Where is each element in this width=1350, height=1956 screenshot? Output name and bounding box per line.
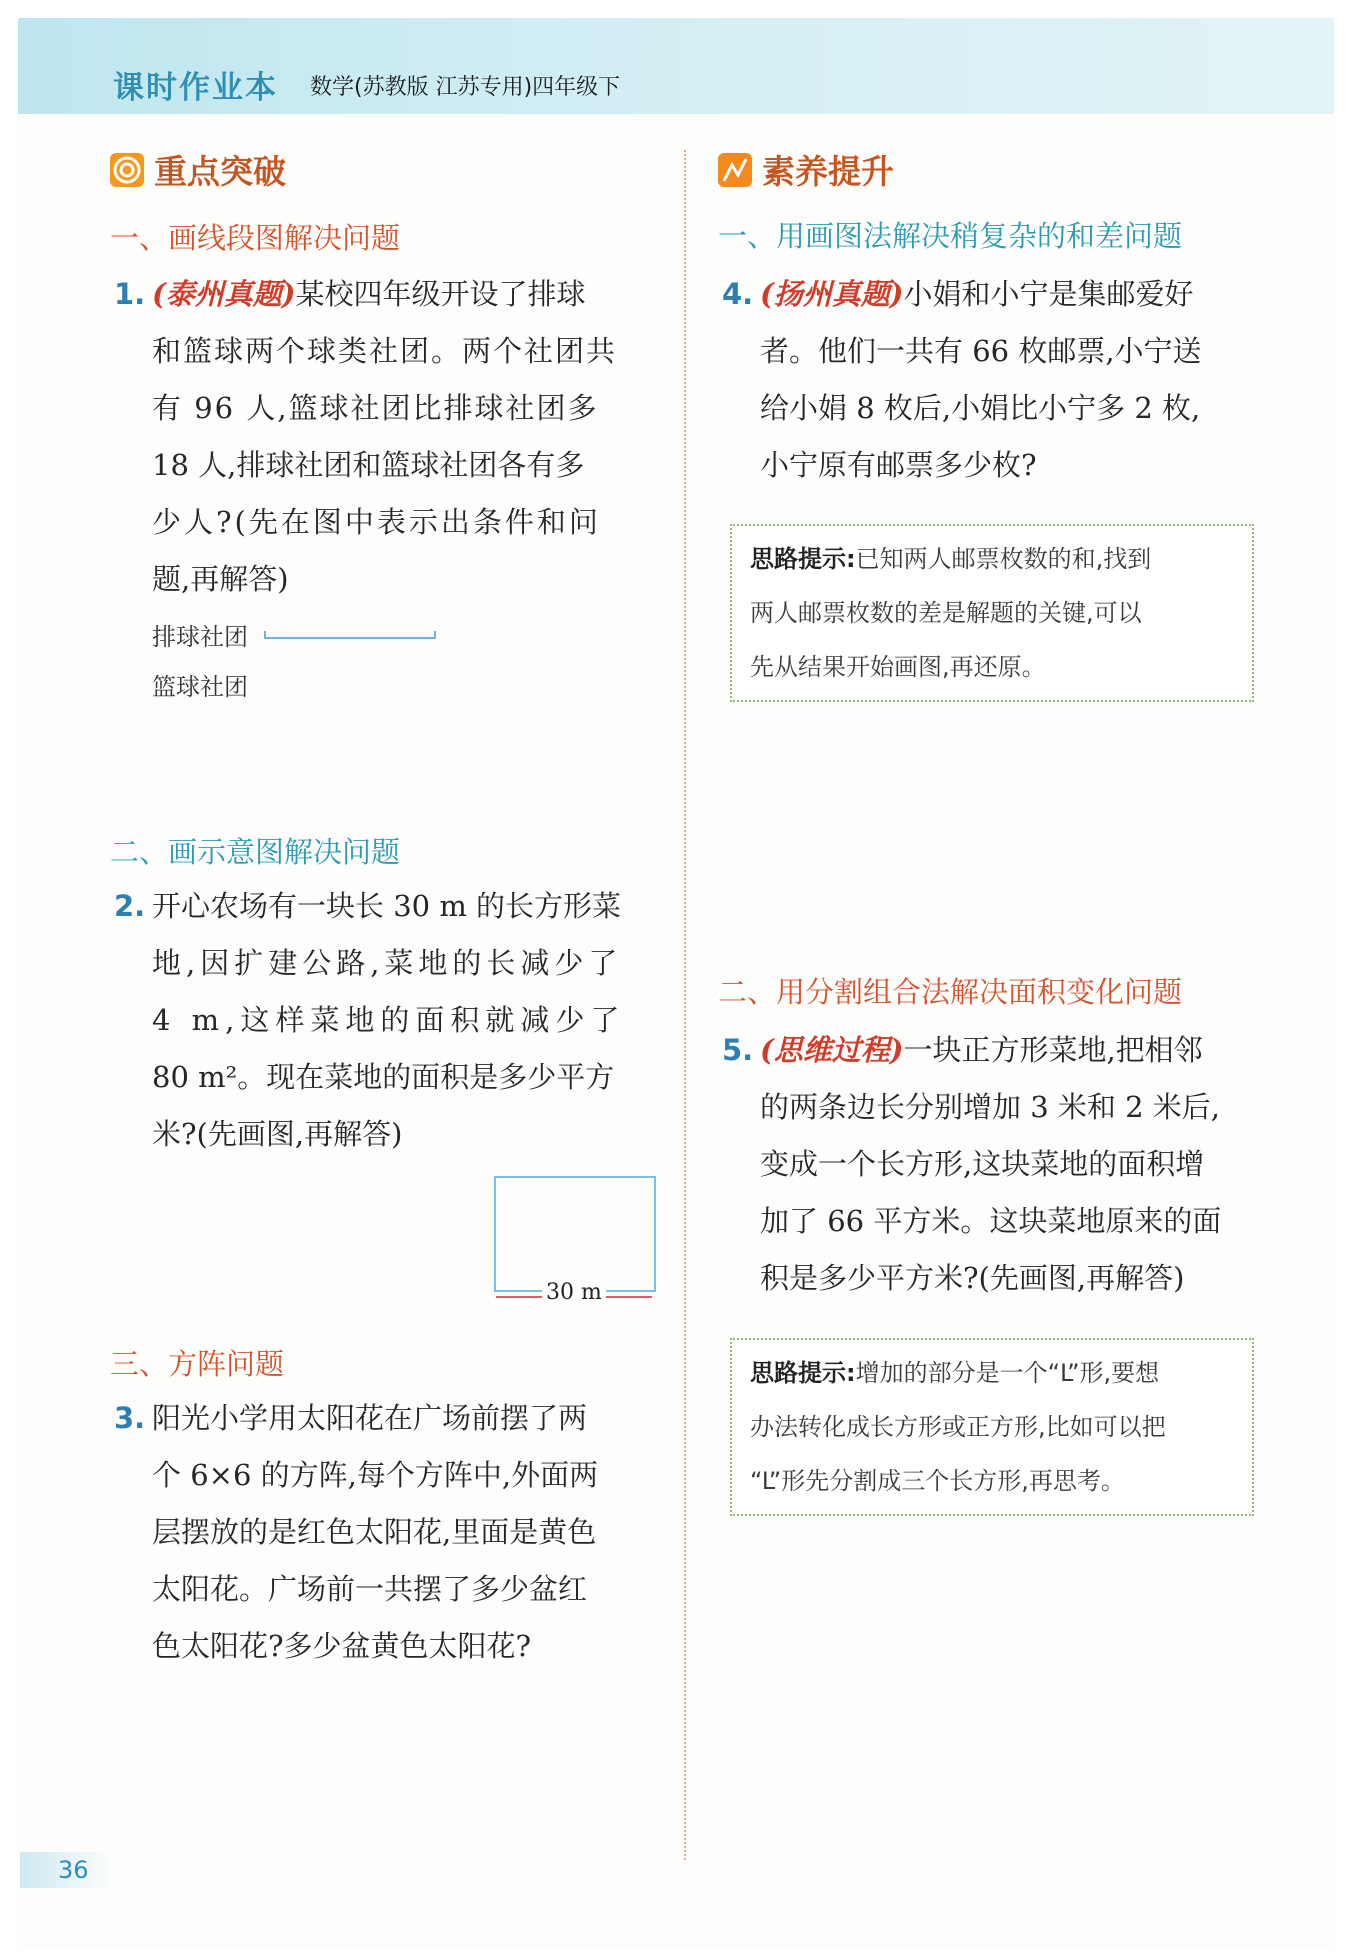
question-line: 变成一个长方形,这块菜地的面积增: [760, 1147, 1205, 1181]
question-number: 4.: [722, 277, 754, 311]
field-rectangle: [494, 1176, 656, 1292]
rising-icon: [718, 153, 752, 187]
hint-box-5: [730, 1338, 1254, 1516]
question-line: 积是多少平方米?(先画图,再解答): [760, 1261, 1185, 1295]
question-line: 个 6×6 的方阵,每个方阵中,外面两: [152, 1458, 599, 1492]
question-line: 给小娟 8 枚后,小娟比小宁多 2 枚,: [760, 391, 1201, 425]
question-line: 者。他们一共有 66 枚邮票,小宁送: [760, 334, 1202, 368]
question-line: 80 m²。现在菜地的面积是多少平方: [152, 1060, 615, 1094]
hint-line: “L”形先分割成三个长方形,再思考。: [750, 1467, 1125, 1495]
section-title-text: 素养提升: [762, 152, 894, 191]
question-line: (思维过程)一块正方形菜地,把相邻: [760, 1033, 1203, 1067]
segment-tick: [434, 631, 436, 639]
question-line: 色太阳花?多少盆黄色太阳花?: [152, 1629, 532, 1663]
book-subtitle: 数学(苏教版 江苏专用)四年级下: [310, 75, 621, 100]
question-number: 2.: [114, 889, 146, 923]
source-tag: (思维过程): [760, 1033, 904, 1067]
section-title-text: 重点突破: [154, 152, 286, 191]
header-banner: [18, 18, 1334, 114]
dimension-label: 30 m: [542, 1280, 606, 1305]
source-tag: (泰州真题): [152, 277, 296, 311]
diagram-label-volleyball: 排球社团: [152, 623, 248, 651]
hint-label: 思路提示:: [750, 1359, 856, 1387]
question-line: 层摆放的是红色太阳花,里面是黄色: [152, 1515, 597, 1549]
hint-line: 两人邮票枚数的差是解题的关键,可以: [750, 599, 1142, 627]
question-line: 少人?(先在图中表示出条件和问: [152, 505, 601, 539]
question-line: (扬州真题)小娟和小宁是集邮爱好: [760, 277, 1194, 311]
diagram-label-basketball: 篮球社团: [152, 673, 248, 701]
column-divider: [684, 150, 686, 1860]
hint-label: 思路提示:: [750, 545, 856, 573]
target-icon: [110, 153, 144, 187]
hint-line: 思路提示:已知两人邮票枚数的和,找到: [750, 545, 1152, 573]
question-line: 地,因扩建公路,菜地的长减少了: [152, 946, 623, 980]
hint-line: 先从结果开始画图,再还原。: [750, 653, 1046, 681]
question-line: 开心农场有一块长 30 m 的长方形菜: [152, 889, 622, 923]
part-title-3: 三、方阵问题: [110, 1347, 285, 1381]
question-number: 1.: [114, 277, 146, 311]
part-title-right-1: 一、用画图法解决稍复杂的和差问题: [718, 219, 1183, 253]
book-brand: 课时作业本: [113, 70, 278, 106]
question-line: 太阳花。广场前一共摆了多少盆红: [152, 1572, 588, 1606]
question-number: 3.: [114, 1401, 146, 1435]
question-5: [722, 1022, 1270, 1307]
question-line: 4 m,这样菜地的面积就减少了: [152, 1003, 626, 1037]
question-1: [114, 266, 662, 608]
segment-tick: [264, 631, 266, 639]
section-title-key-points: [110, 146, 286, 193]
question-4: [722, 266, 1270, 494]
hint-box-4: [730, 524, 1254, 702]
question-line: 18 人,排球社团和篮球社团各有多: [152, 448, 585, 482]
hint-line: 办法转化成长方形或正方形,比如可以把: [750, 1413, 1166, 1441]
hint-line: 思路提示:增加的部分是一个“L”形,要想: [750, 1359, 1160, 1387]
section-title-competency: [718, 146, 894, 193]
question-3: [114, 1390, 662, 1675]
question-line: 题,再解答): [152, 562, 289, 596]
question-line: 加了 66 平方米。这块菜地原来的面: [760, 1204, 1222, 1238]
page-number: 36: [20, 1852, 112, 1888]
part-title-2: 二、画示意图解决问题: [110, 835, 401, 869]
part-title-right-2: 二、用分割组合法解决面积变化问题: [718, 975, 1183, 1009]
source-tag: (扬州真题): [760, 277, 904, 311]
question-line: 阳光小学用太阳花在广场前摆了两: [152, 1401, 588, 1435]
volleyball-segment: [264, 637, 436, 639]
question-line: 有 96 人,篮球社团比排球社团多: [152, 391, 599, 425]
question-number: 5.: [722, 1033, 754, 1067]
question-line: 米?(先画图,再解答): [152, 1117, 403, 1151]
question-line: 小宁原有邮票多少枚?: [760, 448, 1037, 482]
question-line: (泰州真题)某校四年级开设了排球: [152, 277, 586, 311]
question-line: 和篮球两个球类社团。两个社团共: [152, 334, 618, 368]
part-title-1: 一、画线段图解决问题: [110, 221, 401, 255]
question-line: 的两条边长分别增加 3 米和 2 米后,: [760, 1090, 1220, 1124]
question-2: [114, 878, 662, 1163]
